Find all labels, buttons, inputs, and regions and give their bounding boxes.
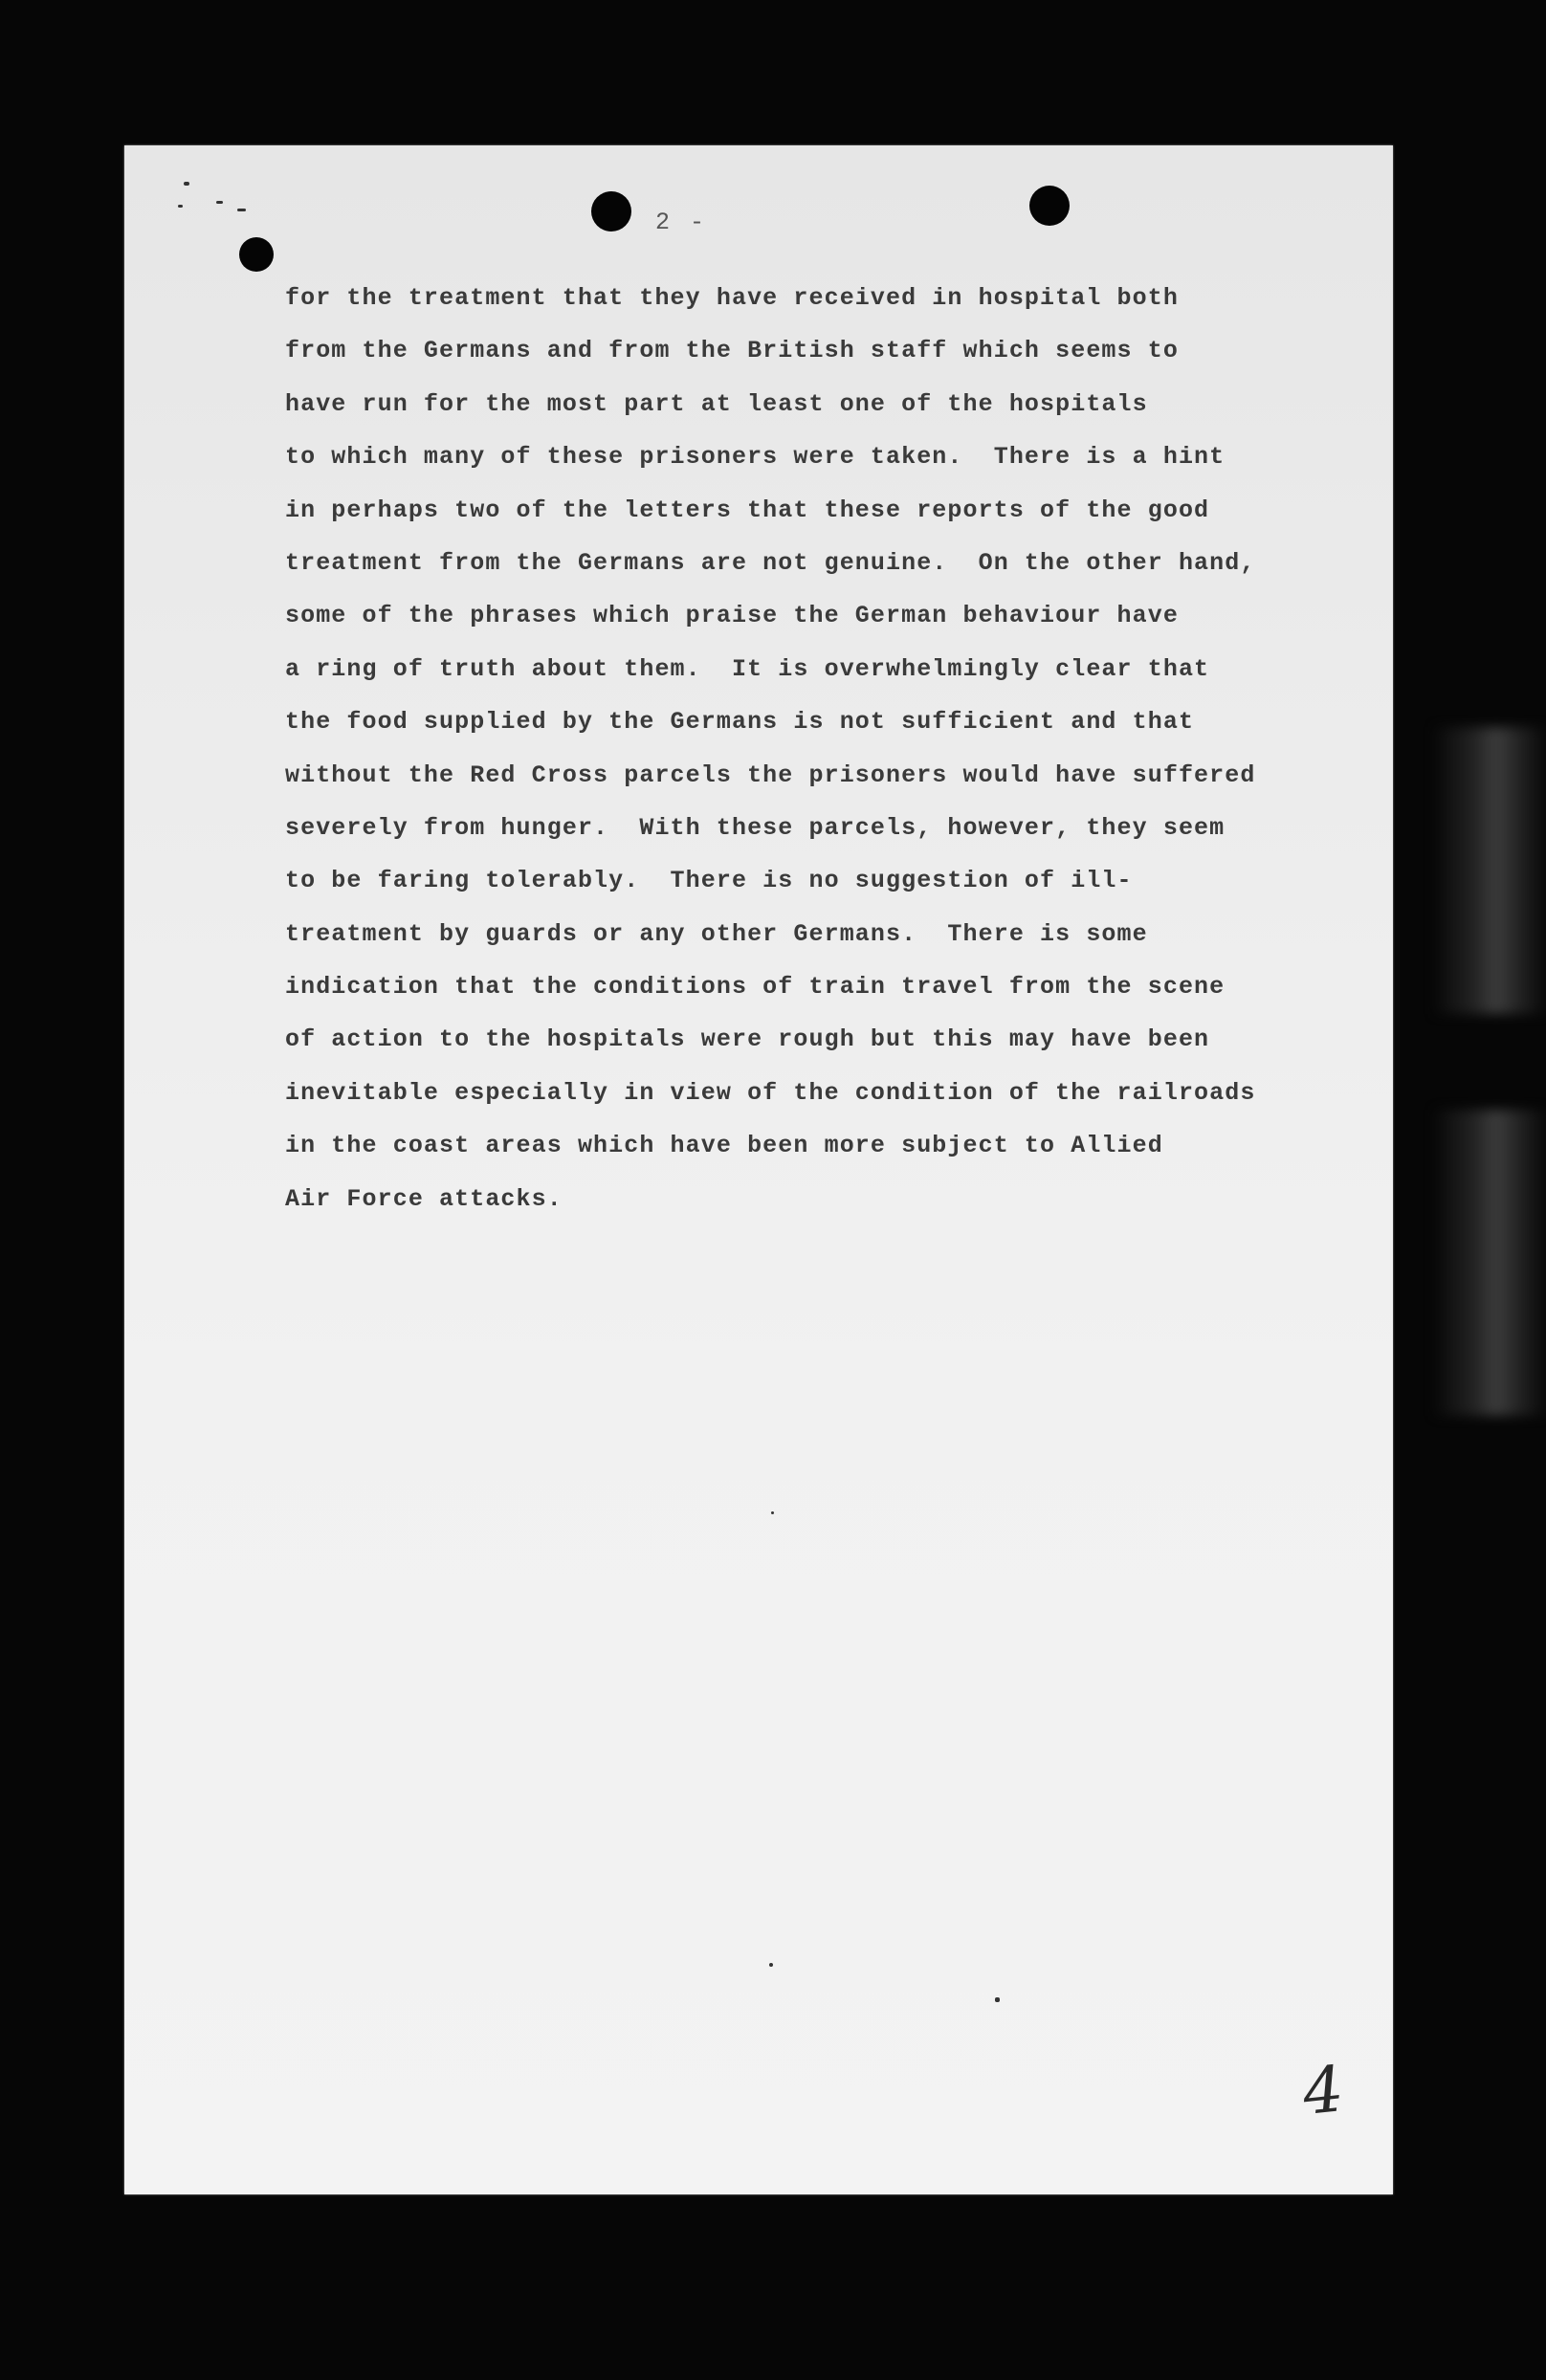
punch-hole bbox=[1029, 186, 1070, 226]
text-line: of action to the hospitals were rough but this may have been bbox=[285, 1025, 1210, 1054]
punch-hole bbox=[239, 237, 274, 272]
text-line: for the treatment that they have received in hospital both bbox=[285, 284, 1179, 312]
punch-hole bbox=[591, 191, 631, 231]
film-edge-shadow bbox=[1435, 1110, 1546, 1416]
text-line: have run for the most part at least one of the hospitals bbox=[285, 389, 1148, 418]
page-number: 2 - bbox=[655, 209, 708, 236]
ink-speck bbox=[237, 209, 246, 211]
ink-speck bbox=[178, 205, 183, 208]
text-line: without the Red Cross parcels the prisoners would have suffered bbox=[285, 760, 1256, 789]
text-line: to which many of these prisoners were taken. There is a hint bbox=[285, 443, 1226, 472]
text-line: to be faring tolerably. There is no suggestion of ill- bbox=[285, 867, 1133, 895]
ink-speck bbox=[771, 1511, 774, 1514]
text-line: in the coast areas which have been more subject to Allied bbox=[285, 1132, 1163, 1160]
handwritten-folio-number: 4 bbox=[1299, 2052, 1347, 2129]
text-line: indication that the conditions of train travel from the scene bbox=[285, 973, 1226, 1002]
text-line: in perhaps two of the letters that these reports of the good bbox=[285, 496, 1210, 524]
ink-speck bbox=[216, 201, 223, 204]
text-line: some of the phrases which praise the German behaviour have bbox=[285, 602, 1179, 630]
text-line: a ring of truth about them. It is overwhelmingly clear that bbox=[285, 654, 1210, 683]
typed-body-text bbox=[285, 272, 1255, 1225]
text-line: treatment by guards or any other Germans. There is some bbox=[285, 919, 1148, 948]
text-line: the food supplied by the Germans is not sufficient and that bbox=[285, 708, 1195, 737]
text-line: Air Force attacks. bbox=[285, 1184, 563, 1213]
text-line: from the Germans and from the British staff which seems to bbox=[285, 337, 1179, 365]
text-line: treatment from the Germans are not genuine. On the other hand, bbox=[285, 548, 1256, 577]
ink-speck bbox=[184, 182, 189, 186]
text-line: severely from hunger. With these parcels, however, they seem bbox=[285, 813, 1226, 842]
text-line: inevitable especially in view of the condition of the railroads bbox=[285, 1078, 1256, 1107]
ink-speck bbox=[769, 1963, 773, 1967]
document-page bbox=[124, 145, 1393, 2194]
ink-speck bbox=[995, 1997, 1000, 2002]
film-edge-shadow bbox=[1435, 727, 1546, 1014]
